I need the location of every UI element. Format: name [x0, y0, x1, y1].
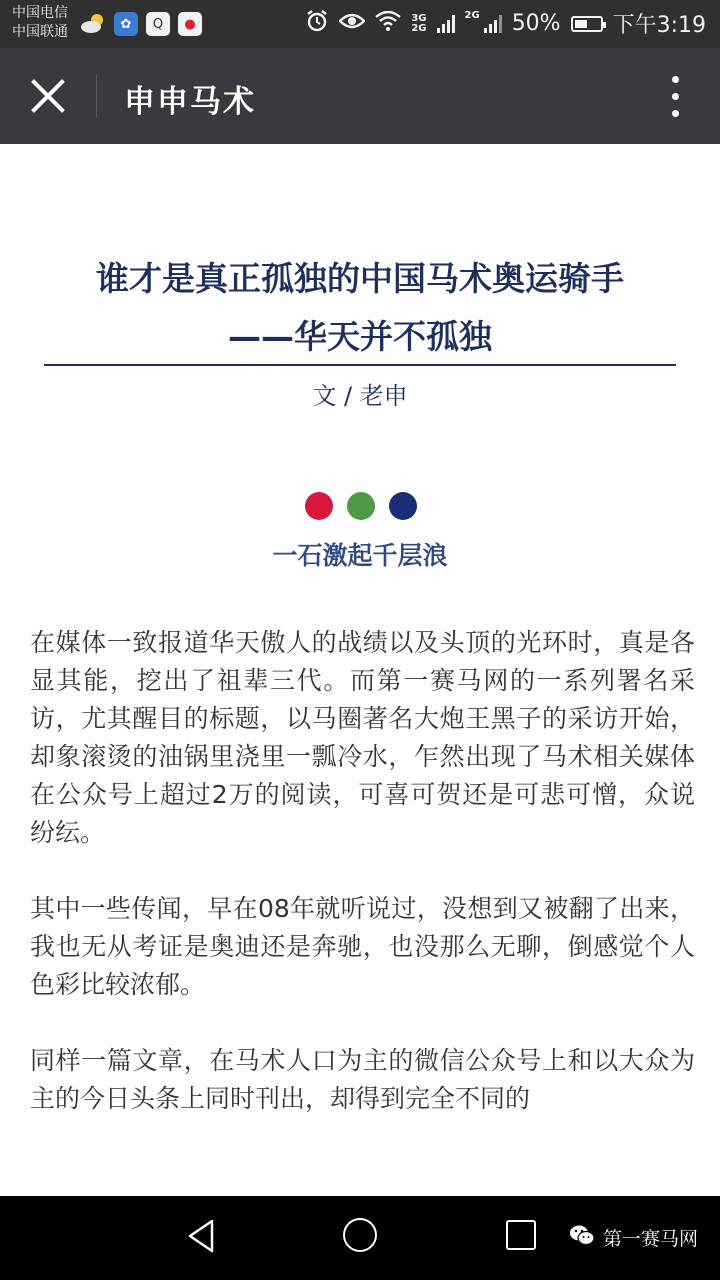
red-dot [305, 492, 333, 520]
green-dot [347, 492, 375, 520]
article-content[interactable] [0, 144, 720, 1196]
article-title-line-2: ——华天并不孤独 [228, 317, 492, 356]
carrier-info [12, 4, 68, 42]
map-app-icon: ● [178, 12, 202, 36]
close-icon[interactable] [28, 76, 68, 116]
back-icon[interactable] [186, 1218, 216, 1258]
status-bar [0, 0, 720, 48]
network-type-1: 3G [411, 12, 427, 24]
baidu-app-icon: ✿ [114, 12, 138, 36]
recent-apps-icon[interactable] [506, 1220, 536, 1250]
home-icon[interactable] [343, 1218, 377, 1252]
clock: 下午3:19 [612, 13, 706, 38]
article-title [0, 250, 720, 366]
notification-icons [80, 12, 202, 40]
network-type-2: 2G [411, 22, 427, 34]
section-heading: 一石激起千层浪 [272, 541, 448, 570]
wifi-icon [375, 11, 401, 37]
battery-fill [575, 20, 587, 28]
paragraph-1: 在媒体一致报道华天傲人的战绩以及头顶的光环时，真是各显其能，挖出了祖辈三代。而第一赛马网的一系列署名采访，尤其醒目的标题，以马圈著名大炮王黑子的采访开始，却象滚烫的油锅里浇里一瓢冷水，乍然出现了马术相关媒体在公众号上超过2万的阅读，可喜可贺还是可悲可憎，众说纷纭。 [30, 628, 695, 847]
network-type [411, 14, 426, 34]
eye-comfort-icon [339, 11, 365, 37]
paragraph-2: 其中一些传闻，早在08年就听说过，没想到又被翻了出来，我也无从考证是奥迪还是奔驰，也没那么无聊，倒感觉个人色彩比较浓郁。 [30, 894, 695, 999]
watermark [569, 1224, 698, 1251]
signal-strength-2-icon [484, 15, 502, 33]
article-byline: 文 / 老申 [312, 382, 408, 410]
article-title-line-1: 谁才是真正孤独的中国马术奥运骑手 [96, 259, 624, 298]
battery-percent: 50% [511, 11, 561, 36]
weather-icon [80, 12, 106, 40]
title-underline [44, 364, 676, 366]
network-type-3: 2G [464, 10, 480, 21]
carrier-2: 中国联通 [12, 24, 68, 40]
wechat-icon [569, 1224, 595, 1251]
system-navigation-bar [0, 1196, 720, 1280]
status-indicators [305, 8, 706, 39]
more-options-icon[interactable] [672, 76, 680, 118]
title-bar [0, 48, 720, 144]
page-title: 申申马术 [124, 84, 256, 120]
signal-strength-icon [437, 15, 455, 33]
article-body [30, 624, 695, 1156]
paragraph-3: 同样一篇文章，在马术人口为主的微信公众号上和以大众为主的今日头条上同时刊出，却得到完全不同的 [30, 1046, 695, 1113]
qq-browser-icon: Q [146, 12, 170, 36]
decorative-dots [305, 492, 417, 520]
watermark-text: 第一赛马网 [602, 1228, 698, 1250]
carrier-1: 中国电信 [12, 5, 68, 21]
title-divider [96, 74, 97, 118]
blue-dot [389, 492, 417, 520]
battery-icon [571, 16, 603, 32]
alarm-icon [305, 9, 329, 39]
